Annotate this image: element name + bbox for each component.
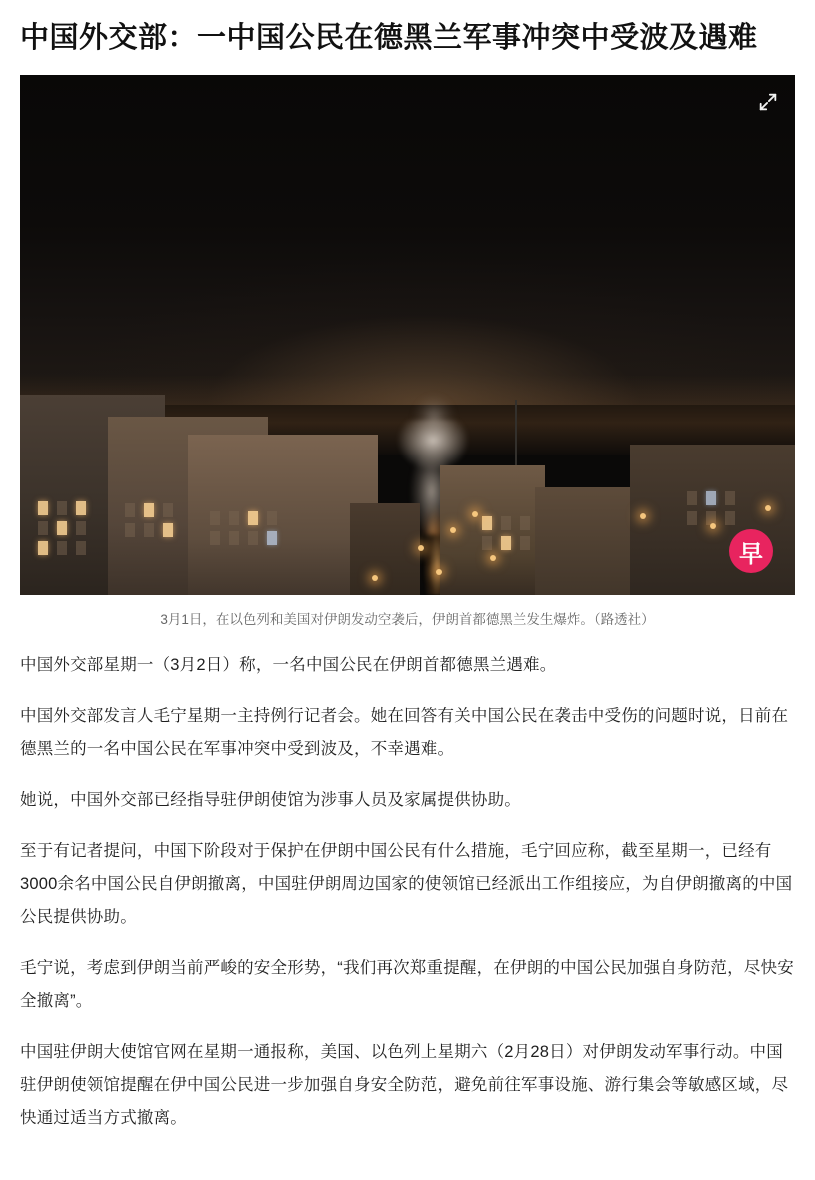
article-paragraph: 至于有记者提问，中国下阶段对于保护在伊朗中国公民有什么措施，毛宁回应称，截至星期一，已经有3000余名中国公民自伊朗撤离，中国驻伊朗周边国家的使领馆已经派出工作组接应，为自伊朗撤离的中国公民提供协助。 (20, 841, 793, 926)
window (501, 536, 511, 550)
article-figure (20, 75, 795, 631)
window (267, 511, 277, 525)
window (163, 503, 173, 517)
window (125, 523, 135, 537)
article-image[interactable] (20, 75, 795, 595)
window (163, 523, 173, 537)
window (520, 516, 530, 530)
window (687, 491, 697, 505)
windows-left-tall (38, 501, 86, 555)
window (57, 541, 67, 555)
window (482, 516, 492, 530)
window (501, 516, 511, 530)
window (248, 511, 258, 525)
article-paragraph: 她说，中国外交部已经指导驻伊朗使馆为涉事人员及家属提供协助。 (20, 790, 521, 809)
building-right-b (535, 487, 645, 595)
windows-left-block (210, 511, 277, 545)
window (57, 521, 67, 535)
image-caption: 3月1日，在以色列和美国对伊朗发动空袭后，伊朗首都德黑兰发生爆炸。（路透社） (160, 612, 655, 628)
window (38, 541, 48, 555)
window (725, 491, 735, 505)
window (229, 531, 239, 545)
page-title: 中国外交部：一中国公民在德黑兰军事冲突中受波及遇难 (20, 22, 758, 54)
window (229, 511, 239, 525)
windows-left-mid (125, 503, 173, 537)
windows-right-c (687, 491, 735, 525)
window (76, 541, 86, 555)
window (248, 531, 258, 545)
window (76, 501, 86, 515)
building-mid-low (350, 503, 420, 595)
window (210, 511, 220, 525)
article-paragraph: 中国外交部星期一（3月2日）称，一名中国公民在伊朗首都德黑兰遇难。 (20, 655, 557, 674)
publisher-watermark: 早 (729, 529, 773, 573)
window (687, 511, 697, 525)
night-sky (20, 75, 795, 405)
window (144, 523, 154, 537)
window (125, 503, 135, 517)
window (144, 503, 154, 517)
article-paragraph: 毛宁说，考虑到伊朗当前严峻的安全形势，“我们再次郑重提醒，在伊朗的中国公民加强自身防范，尽快安全撤离”。 (20, 958, 794, 1010)
window (38, 501, 48, 515)
window (725, 511, 735, 525)
window (482, 536, 492, 550)
window (267, 531, 277, 545)
article-paragraph: 中国外交部发言人毛宁星期一主持例行记者会。她在回答有关中国公民在袭击中受伤的问题时说，日前在德黑兰的一名中国公民在军事冲突中受到波及，不幸遇难。 (20, 706, 789, 758)
expand-icon[interactable] (757, 91, 779, 113)
windows-right-a (482, 516, 530, 550)
window (76, 521, 86, 535)
window (210, 531, 220, 545)
window (706, 491, 716, 505)
window (57, 501, 67, 515)
article-paragraph: 中国驻伊朗大使馆官网在星期一通报称，美国、以色列上星期六（2月28日）对伊朗发动军事行动。中国驻伊朗使领馆提醒在伊中国公民进一步加强自身安全防范，避免前往军事设施、游行集会等敏感区域，尽快通过适当方式撤离。 (20, 1042, 789, 1127)
window (520, 536, 530, 550)
window (38, 521, 48, 535)
